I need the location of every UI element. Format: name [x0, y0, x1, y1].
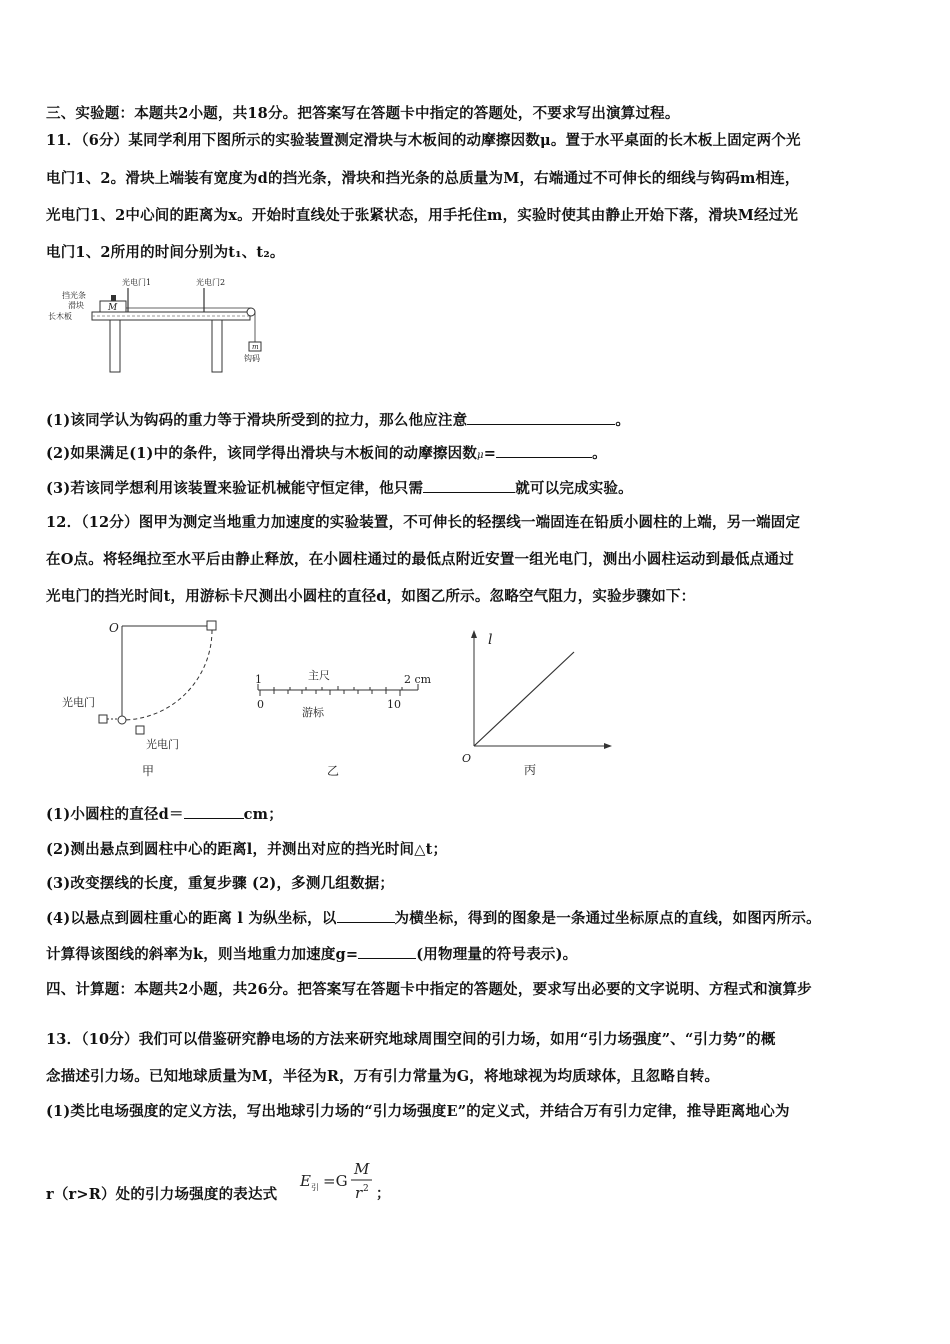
q13-sub1-a: (1)类比电场强度的定义方法，写出地球引力场的“引力场强度E”的定义式，并结合万有引力定律，推导距离地心为	[46, 1103, 790, 1120]
q11-line1: 11．（6分）某同学利用下图所示的实验装置测定滑块与木板间的动摩擦因数μ。置于水平桌面的长木板上固定两个光	[46, 132, 801, 149]
q13-line1: 13．（10分）我们可以借鉴研究静电场的方法来研究地球周围空间的引力场，如用“引力场强度”、“引力势”的概	[46, 1031, 776, 1048]
q12-line3: 光电门的挡光时间t，用游标卡尺测出小圆柱的直径d，如图乙所示。忽略空气阻力，实验步骤如下：	[46, 588, 696, 605]
q12-sub1: (1)小圆柱的直径d＝ cm；	[46, 806, 283, 823]
q12-sub4-cont: 计算得该图线的斜率为k，则当地重力加速度g= (用物理量的符号表示)。	[46, 946, 578, 963]
label-gate2: 光电门2	[196, 278, 226, 287]
start-position-box	[207, 621, 216, 630]
table-leg-right	[212, 320, 222, 372]
tick-main-start: 1	[255, 673, 262, 686]
caption-bing: 丙	[524, 763, 537, 777]
label-board: 长木板	[48, 312, 72, 321]
figure-bing	[458, 622, 618, 782]
vernier-ticks	[260, 690, 400, 696]
section3-header: 三、实验题：本题共2小题，共18分。把答案写在答题卡中指定的答题处，不要求写出演算过程。	[46, 105, 680, 122]
answer-blank[interactable]	[358, 944, 416, 959]
q11-line4: 电门1、2所用的时间分别为t₁、t₂。	[46, 244, 285, 261]
formula-den: r	[355, 1184, 363, 1202]
q12-line2: 在O点。将轻绳拉至水平后由静止释放，在小圆柱通过的最低点附近安置一组光电门，测出小圆柱运动到最低点通过	[46, 551, 794, 568]
q13-line2: 念描述引力场。已知地球质量为M，半径为R，万有引力常量为G，将地球视为均质球体，且忽略自转。	[46, 1068, 720, 1085]
tick-v-start: 0	[257, 698, 264, 711]
q13-sub1-b: r（r>R）处的引力场强度的表达式	[46, 1186, 278, 1203]
q11-sub2: (2)如果满足(1)中的条件，该同学得出滑块与木板间的动摩擦因数μ= 。	[46, 445, 607, 462]
figure-yi	[250, 660, 440, 780]
formula-end: ；	[376, 1186, 390, 1202]
long-board	[92, 312, 250, 320]
cylinder-bob	[118, 716, 126, 724]
gate-bottom-label: 光电门	[146, 738, 179, 751]
axis-l-label: l	[488, 632, 493, 648]
graph-line	[474, 652, 574, 746]
formula-E: E	[300, 1172, 311, 1190]
field-strength-formula	[300, 1156, 390, 1206]
origin-label: O	[462, 752, 472, 765]
q11-line2: 电门1、2。滑块上端装有宽度为d的挡光条，滑块和挡光条的总质量为M，右端通过不可伸长的细线与钩码m相连，	[46, 170, 800, 187]
table-leg-left	[110, 320, 120, 372]
swing-arc	[122, 630, 212, 720]
formula-eq: =G	[323, 1172, 348, 1190]
formula-num: M	[354, 1160, 370, 1178]
point-O-label: O	[109, 621, 119, 635]
tick-v-end: 10	[387, 698, 401, 711]
apparatus-figure	[44, 276, 274, 376]
q12-sub3: (3)改变摆线的长度，重复步骤 (2)，多测几组数据；	[46, 875, 395, 892]
q12-sub4: (4)以悬点到圆柱重心的距离 l 为纵坐标，以 为横坐标，得到的图象是一条通过坐标原点的直线，如图丙所示。	[46, 910, 821, 927]
formula-exp: 2	[363, 1184, 369, 1194]
vernier-label: 游标	[302, 706, 324, 719]
caption-jia: 甲	[142, 764, 155, 778]
answer-blank[interactable]	[467, 410, 615, 425]
light-strip	[111, 295, 116, 301]
weight-m-label: m	[252, 343, 259, 351]
q11-sub3: (3)若该同学想利用该装置来验证机械能守恒定律，他只需 就可以完成实验。	[46, 480, 633, 497]
main-scale-label: 主尺	[308, 669, 330, 682]
caption-yi: 乙	[327, 764, 340, 778]
label-strip: 挡光条	[62, 291, 86, 300]
gate-left-label: 光电门	[62, 696, 95, 709]
answer-blank[interactable]	[496, 443, 592, 458]
gate-left-box	[99, 715, 107, 723]
label-gate1: 光电门1	[122, 278, 152, 287]
answer-blank[interactable]	[184, 804, 244, 819]
q12-sub2: (2)测出悬点到圆柱中心的距离l，并测出对应的挡光时间△t；	[46, 841, 448, 858]
tick-main-end: 2 cm	[404, 673, 432, 686]
main-scale-ticks	[258, 684, 418, 690]
slider-M-label: M	[108, 303, 118, 313]
label-hook: 钩码	[244, 354, 260, 363]
q11-sub1: (1)该同学认为钩码的重力等于滑块所受到的拉力，那么他应注意 。	[46, 412, 631, 429]
answer-blank[interactable]	[337, 908, 395, 923]
figure-jia	[62, 614, 232, 784]
gate-bottom-box	[136, 726, 144, 734]
label-slider: 滑块	[68, 301, 84, 310]
q11-line3: 光电门1、2中心间的距离为x。开始时直线处于张紧状态，用手托住m，实验时使其由静止开始下落，滑块M经过光	[46, 207, 799, 224]
formula-sub: 引	[311, 1183, 319, 1192]
q12-line1: 12．（12分）图甲为测定当地重力加速度的实验装置，不可伸长的轻摆线一端固连在铅质小圆柱的上端，另一端固定	[46, 514, 801, 531]
pulley	[247, 308, 255, 316]
section4-header: 四、计算题：本题共2小题，共26分。把答案写在答题卡中指定的答题处，要求写出必要的文字说明、方程式和演算步	[46, 981, 812, 998]
answer-blank[interactable]	[423, 478, 515, 493]
